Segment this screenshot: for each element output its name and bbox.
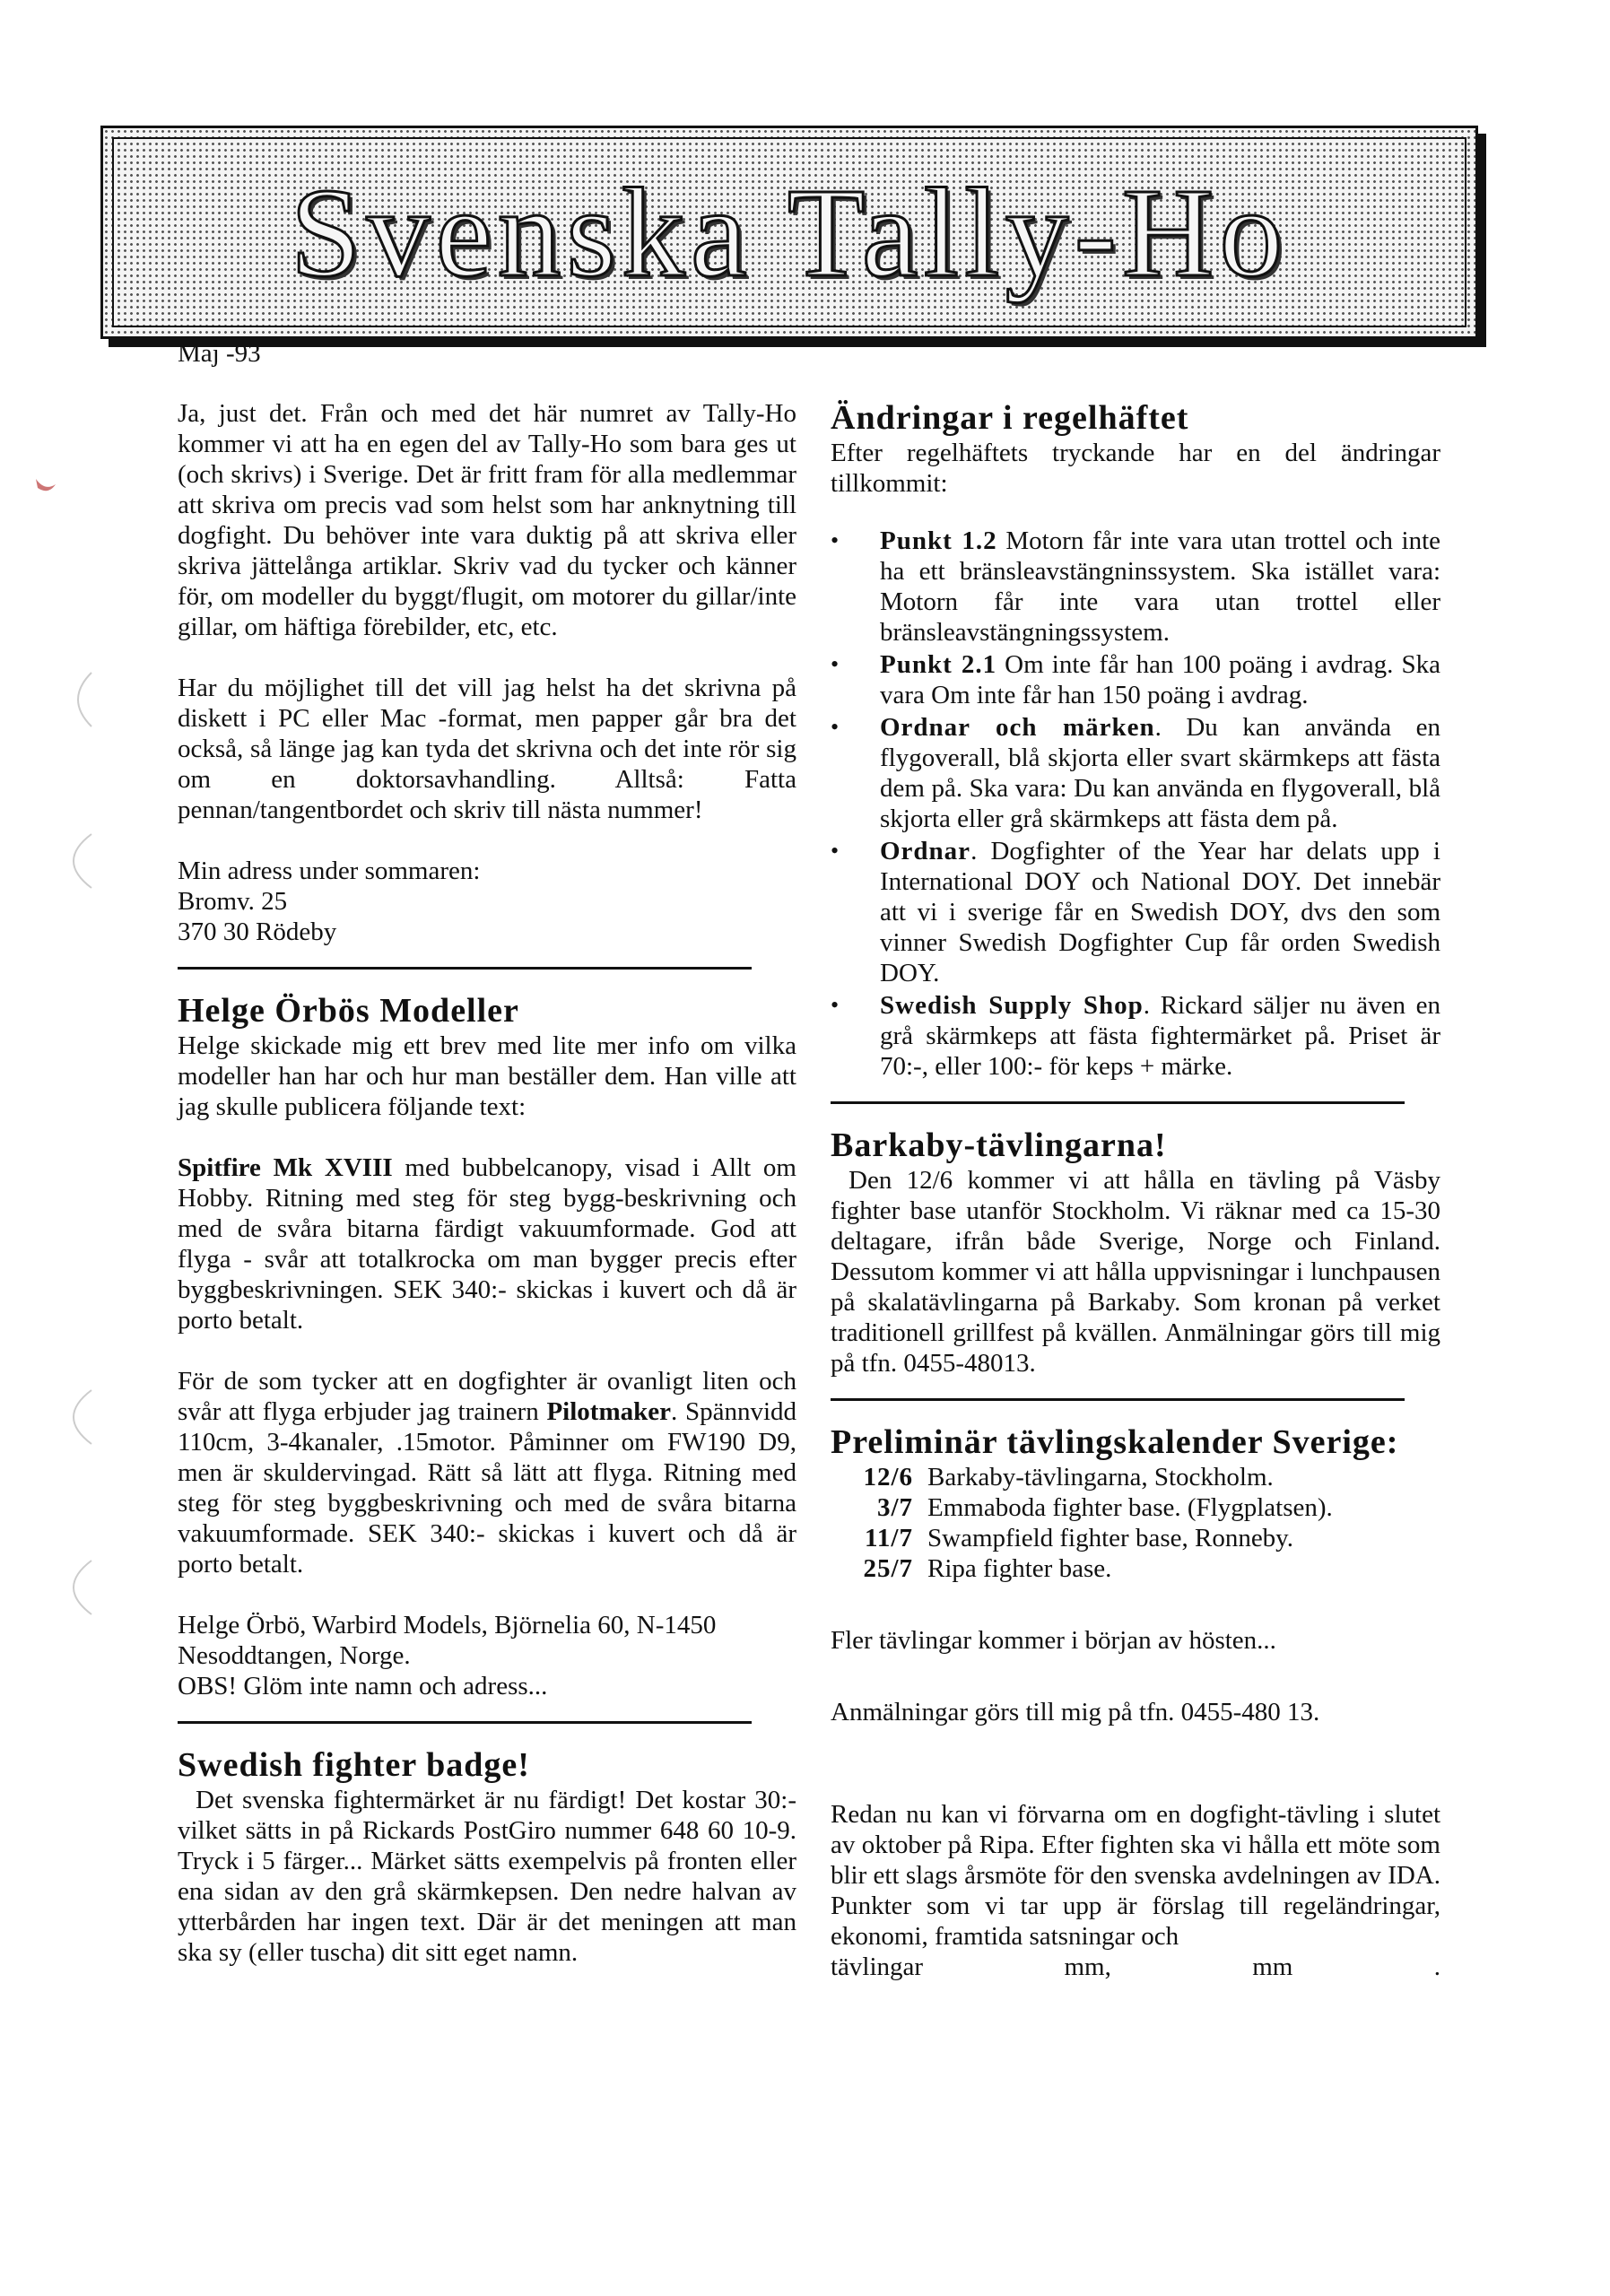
address-line: Bromv. 25 xyxy=(178,887,288,916)
section-divider xyxy=(178,967,752,970)
closing-paragraph: Redan nu kan vi förvarna om en dogfight-tävling i slutet av oktober på Ripa. Efter fighten ska vi hålla ett möte som blir ett slags årsmöte för den svenska avdelningen av IDA. Punkter som vi tar upp är förslag till regeländringar, ekonomi, framtida satsningar och xyxy=(831,1800,1440,1951)
bullet-icon: • xyxy=(831,527,840,553)
issue-date: Maj -93 xyxy=(178,339,261,368)
calendar-date: 11/7 xyxy=(865,1524,913,1552)
section-divider xyxy=(831,1398,1405,1401)
rules-intro: Efter regelhäftets tryckande har en del ändringar tillkommit: xyxy=(831,439,1440,498)
rules-list xyxy=(831,526,1440,1082)
closing-last-line: tävlingar mm, mm . xyxy=(831,1952,1440,1981)
helge-paragraph: Helge skickade mig ett brev med lite mer info om vilka modeller han har och hur man beställer dem. Han ville att jag skulle publicera följande text: xyxy=(178,1031,796,1121)
helge-contact: Helge Örbö, Warbird Models, Björnelia 60, N-1450 Nesoddtangen, Norge. xyxy=(178,1611,717,1670)
pilotmaker-paragraph: För de som tycker att en dogfighter är ovanligt liten och svår att flyga erbjuder jag trainern Pilotmaker. Spännvidd 110cm, 3-4kanaler, .15motor. Påminner om FW190 D9, men är skuldervingad. Rätt så lätt att flyga. Ritning med steg för steg byggbeskrivning och med de svåra bitarna vakuumformade. SEK 340:- skickas i kuvert och då är porto betalt. xyxy=(178,1367,796,1578)
calendar-event: Barkaby-tävlingarna, Stockholm. xyxy=(927,1463,1274,1492)
intro-paragraph: Ja, just det. Från och med det här numret av Tally-Ho kommer vi att ha en egen del av Tally-Ho som bara ges ut (och skrivs) i Sverige. Det är fritt fram för alla medlemmar att skriva om precis vad som helst som har anknytning till dogfight. Du behöver inte vara duktig på att skriva eller skriva jättelånga artiklar. Skriv vad du tycker och känner för, om modeller du byggt/flugit, om motorer du gillar/inte gillar, om häftiga förebilder, etc, etc. xyxy=(178,399,796,641)
list-item: • Ordnar. Dogfighter of the Year har delats upp i International DOY och National DOY. Det innebär att vi i sverige får en Swedish DOY, dvs den som vinner Swedish Dogfighter Cup får orden Swedish DOY. xyxy=(831,837,1440,987)
binder-hole-mark xyxy=(32,475,59,511)
spitfire-title: Spitfire Mk XVIII xyxy=(178,1153,393,1182)
barkaby-paragraph: Den 12/6 kommer vi att hålla en tävling på Väsby fighter base utanför Stockholm. Vi räknar med ca 15-30 deltagare, ifrån både Sverige, Norge och Finland. Dessutom kommer vi att hålla uppvisningar i lunchpausen på skalatävlingarna på Barkaby. Som kronan på verket traditionell grillfest på kvällen. Anmälningar görs till mig på tfn. 0455-48013. xyxy=(831,1166,1440,1378)
calendar-date: 3/7 xyxy=(876,1493,913,1522)
binder-hole-mark xyxy=(47,1381,100,1453)
list-item: • Swedish Supply Shop. Rickard säljer nu även en grå skärmkeps att fästa fightermärket på. Priset är 70:-, eller 100:- för keps + märke. xyxy=(831,991,1440,1081)
calendar-event: Swampfield fighter base, Ronneby. xyxy=(927,1524,1294,1552)
section-divider xyxy=(831,1101,1405,1104)
calendar-row xyxy=(831,1492,1440,1523)
section-heading-helge: Helge Örbös Modeller xyxy=(178,992,519,1030)
badge-paragraph: Det svenska fightermärket är nu färdigt! Det kostar 30:- vilket sätts in på Rickards PostGiro nummer 648 60 10-9. Tryck i 5 färger... Märket sätts exempelvis på fronten eller ena sidan av den grå skärmkepsen. Den nedre halvan av ytterbården har ingen text. Där är det meningen att man ska sy (eller tuscha) dit sitt eget namn. xyxy=(178,1786,796,1967)
address-label: Min adress under sommaren: xyxy=(178,857,481,885)
bullet-icon: • xyxy=(831,651,840,677)
calendar-date: 12/6 xyxy=(863,1463,913,1492)
calendar-note: Fler tävlingar kommer i början av hösten... xyxy=(831,1626,1276,1655)
calendar-row xyxy=(831,1462,1440,1492)
left-column xyxy=(178,398,796,1968)
section-heading-rules: Ändringar i regelhäftet xyxy=(831,399,1189,437)
bullet-icon: • xyxy=(831,838,840,864)
intro-paragraph: Har du möjlighet till det vill jag helst ha det skrivna på diskett i PC eller Mac -format, men papper går bra det också, så länge jag kan tyda det skrivna och det inte rör sig om en doktorsavhandling. Alltså: Fatta pennan/tangentbordet och skriv till nästa nummer! xyxy=(178,674,796,824)
masthead-banner xyxy=(100,126,1478,339)
calendar-row xyxy=(831,1553,1440,1584)
address-line: 370 30 Rödeby xyxy=(178,918,337,946)
spitfire-paragraph: Spitfire Mk XVIII med bubbelcanopy, visad i Allt om Hobby. Ritning med steg för steg bygg-beskrivning och med de svåra bitarna färdigt vakuumformade. God att flyga - svår att totalkrocka om man bygger precis efter byggbeskrivningen. SEK 340:- skickas i kuvert och då är porto betalt. xyxy=(178,1153,796,1335)
list-item: • Ordnar och märken. Du kan använda en flygoverall, blå skjorta eller svart skärmkeps att fästa dem på. Ska vara: Du kan använda en flygoverall, blå skjorta eller grå skärmkeps att fästa dem på. xyxy=(831,713,1440,833)
list-item: • Punkt 2.1 Om inte får han 100 poäng i avdrag. Ska vara Om inte får han 150 poäng i avdrag. xyxy=(831,650,1440,709)
calendar-event: Emmaboda fighter base. (Flygplatsen). xyxy=(927,1493,1333,1522)
right-column xyxy=(831,398,1440,1982)
calendar-event: Ripa fighter base. xyxy=(927,1554,1112,1583)
masthead-title: Svenska Tally-Ho xyxy=(290,161,1289,303)
section-divider xyxy=(178,1721,752,1724)
calendar-date: 25/7 xyxy=(863,1554,913,1583)
calendar-note: Anmälningar görs till mig på tfn. 0455-480 13. xyxy=(831,1698,1320,1726)
binder-hole-mark xyxy=(47,664,100,735)
pilotmaker-title: Pilotmaker xyxy=(546,1397,671,1426)
binder-hole-mark xyxy=(47,1552,100,1623)
calendar-row xyxy=(831,1523,1440,1553)
binder-hole-mark xyxy=(47,825,100,897)
bullet-icon: • xyxy=(831,714,840,740)
section-heading-barkaby: Barkaby-tävlingarna! xyxy=(831,1126,1167,1164)
helge-note: OBS! Glöm inte namn och adress... xyxy=(178,1672,548,1700)
calendar-list xyxy=(831,1462,1440,1584)
section-heading-calendar: Preliminär tävlingskalender Sverige: xyxy=(831,1423,1399,1461)
list-item: • Punkt 1.2 Motorn får inte vara utan trottel och inte ha ett bränsleavstängninssystem. Ska istället vara: Motorn får inte vara utan trottel eller bränsleavstängningssystem. xyxy=(831,526,1440,647)
bullet-icon: • xyxy=(831,992,840,1018)
section-heading-badge: Swedish fighter badge! xyxy=(178,1746,530,1784)
